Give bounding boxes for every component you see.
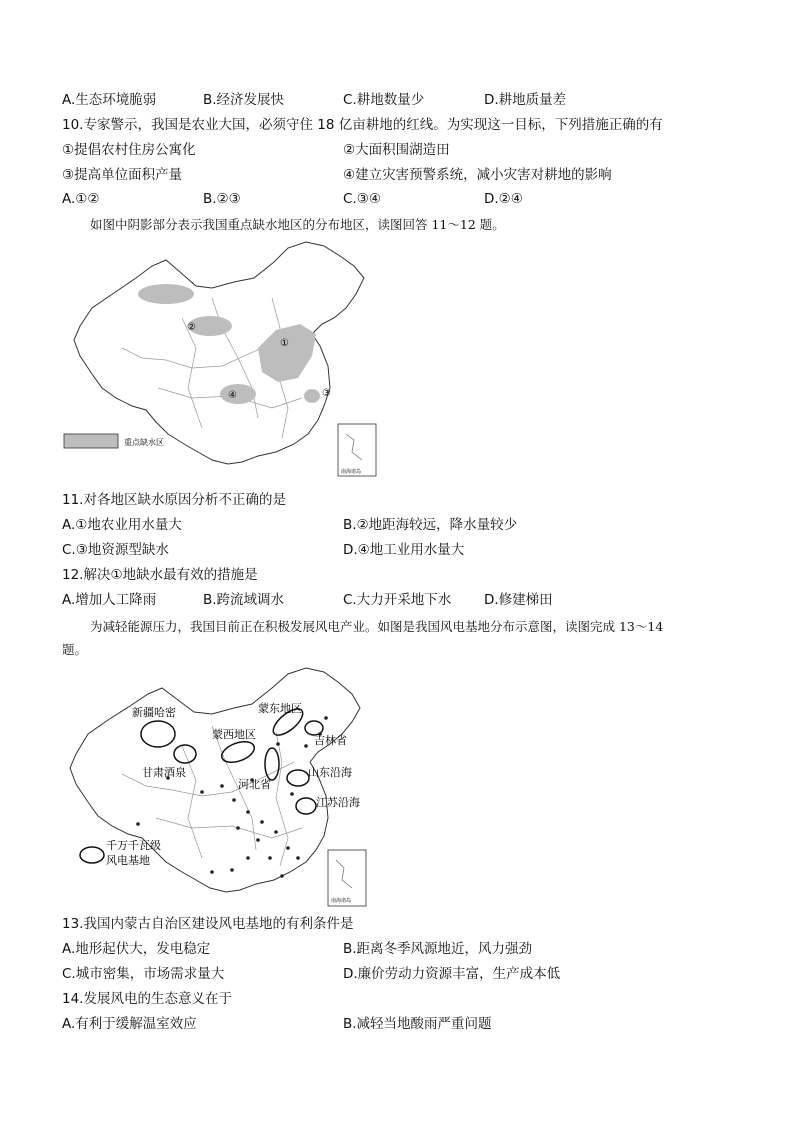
q10-option-c[interactable]: C.③④ bbox=[343, 191, 381, 207]
q10-option-a[interactable]: A.①② bbox=[62, 191, 100, 207]
label-mengdong: 蒙东地区 bbox=[258, 702, 302, 715]
q9-option-d[interactable]: D.耕地质量差 bbox=[484, 92, 567, 108]
q11-option-b[interactable]: B.②地距海较远，降水量较少 bbox=[343, 517, 518, 533]
q13-option-a[interactable]: A.地形起伏大，发电稳定 bbox=[62, 941, 211, 957]
area-label-3: ③ bbox=[322, 388, 331, 399]
q9-option-b[interactable]: B.经济发展快 bbox=[203, 92, 285, 108]
q13-stem: 13.我国内蒙古自治区建设风电基地的有利条件是 bbox=[62, 916, 354, 932]
shortage-area-3 bbox=[304, 389, 320, 403]
label-shandong: 山东沿海 bbox=[308, 766, 352, 779]
area-label-1: ① bbox=[280, 338, 289, 349]
q14-stem: 14.发展风电的生态意义在于 bbox=[62, 991, 232, 1007]
legend-label: 重点缺水区 bbox=[124, 438, 164, 447]
wind-power-map bbox=[62, 662, 372, 912]
label-jilin: 吉林省 bbox=[314, 734, 347, 747]
legend-ellipse bbox=[80, 847, 104, 863]
q11-option-c[interactable]: C.③地资源型缺水 bbox=[62, 542, 169, 558]
q10-option-b[interactable]: B.②③ bbox=[203, 191, 241, 207]
label-gansu-jiuquan: 甘肃酒泉 bbox=[142, 766, 186, 779]
q11-stem: 11.对各地区缺水原因分析不正确的是 bbox=[62, 492, 286, 508]
q9-option-c[interactable]: C.耕地数量少 bbox=[343, 92, 425, 108]
label-xinjiang-hami: 新疆哈密 bbox=[132, 706, 176, 719]
label-mengxi: 蒙西地区 bbox=[212, 728, 256, 741]
q12-option-b[interactable]: B.跨流域调水 bbox=[203, 592, 285, 608]
shortage-area-north-xinjiang bbox=[138, 284, 194, 304]
shortage-area-4 bbox=[220, 384, 256, 404]
q11-option-a[interactable]: A.①地农业用水量大 bbox=[62, 517, 182, 533]
inset-label: 南海诸岛 bbox=[341, 469, 362, 475]
q9-option-a[interactable]: A.生态环境脆弱 bbox=[62, 92, 157, 108]
q13-option-b[interactable]: B.距离冬季风源地近，风力强劲 bbox=[343, 941, 533, 957]
q12-option-c[interactable]: C.大力开采地下水 bbox=[343, 592, 452, 608]
q13-option-c[interactable]: C.城市密集，市场需求量大 bbox=[62, 966, 225, 982]
q13-option-d[interactable]: D.廉价劳动力资源丰富，生产成本低 bbox=[343, 966, 561, 982]
intro-map2-line1: 为减轻能源压力，我国目前正在积极发展风电产业。如图是我国风电基地分布示意图，读图完成 13～14 bbox=[90, 619, 664, 634]
q10-item-1: ①提倡农村住房公寓化 bbox=[62, 142, 196, 158]
q14-option-a[interactable]: A.有利于缓解温室效应 bbox=[62, 1016, 197, 1032]
q10-option-d[interactable]: D.②④ bbox=[484, 191, 523, 207]
q14-option-b[interactable]: B.减轻当地酸雨严重问题 bbox=[343, 1016, 492, 1032]
inset-label-2: 南海诸岛 bbox=[331, 898, 352, 904]
china-outline bbox=[74, 242, 364, 464]
q12-option-a[interactable]: A.增加人工降雨 bbox=[62, 592, 157, 608]
q10-item-4: ④建立灾害预警系统，减小灾害对耕地的影响 bbox=[343, 167, 612, 183]
q11-option-d[interactable]: D.④地工业用水量大 bbox=[343, 542, 465, 558]
intro-map2-line2: 题。 bbox=[62, 642, 88, 657]
q12-stem: 12.解决①地缺水最有效的措施是 bbox=[62, 567, 258, 583]
q10-stem: 10.专家警示，我国是农业大国，必须守住 18 亿亩耕地的红线。为实现这一目标，下列措施正确的有 bbox=[62, 117, 663, 133]
intro-map1: 如图中阴影部分表示我国重点缺水地区的分布地区，读图回答 11～12 题。 bbox=[90, 217, 505, 232]
area-label-2: ② bbox=[187, 322, 196, 333]
q12-option-d[interactable]: D.修建梯田 bbox=[484, 592, 553, 608]
area-label-4: ④ bbox=[228, 390, 237, 401]
legend-swatch bbox=[64, 434, 118, 448]
legend-text-2: 风电基地 bbox=[106, 854, 150, 867]
q10-item-2: ②大面积围湖造田 bbox=[343, 142, 450, 158]
legend-text-1: 千万千瓦级 bbox=[106, 839, 161, 852]
label-hebei: 河北省 bbox=[238, 778, 271, 791]
label-jiangsu: 江苏沿海 bbox=[316, 796, 360, 809]
q10-item-3: ③提高单位面积产量 bbox=[62, 167, 183, 183]
water-shortage-map bbox=[62, 238, 392, 480]
